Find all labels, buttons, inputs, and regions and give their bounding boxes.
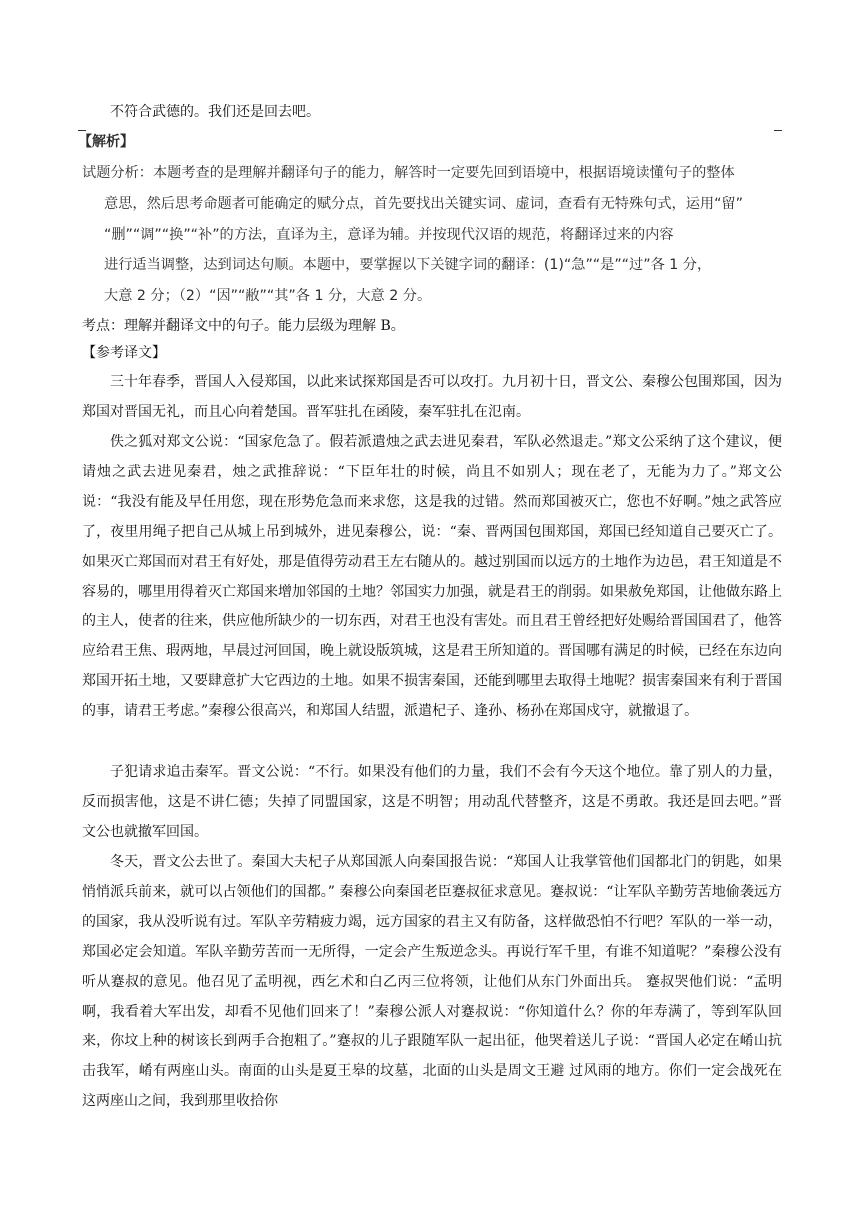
- analysis-line: 进行适当调整，达到词达句顺。本题中，要掌握以下关键字词的翻译：(1)“急”“是”“过”各 1 分，: [104, 257, 712, 274]
- analysis-box: [78, 130, 784, 308]
- analysis-heading: 【解析】: [78, 134, 134, 150]
- analysis-body: [82, 158, 782, 312]
- corner-mark-right: [774, 130, 782, 131]
- analysis-line: 意思，然后思考命题者可能确定的赋分点，首先要找出关键实词、虚词，查看有无特殊句式，运用“留”: [104, 195, 743, 212]
- reference-translation-heading: 【参考译文】: [82, 345, 166, 361]
- analysis-line: “删”“调”“换”“补”的方法，直译为主，意译为辅。并按现代汉语的规范，将翻译过来的内容: [104, 226, 674, 243]
- analysis-line: 试题分析：本题考查的是理解并翻译句子的能力，解答时一定要先回到语境中，根据语境读懂句子的整体: [82, 165, 735, 181]
- paragraph: 三十年春季，晋国人入侵郑国，以此来试探郑国是否可以攻打。九月初十日，晋文公、秦穆公包围郑国，因为郑国对晋国无礼，而且心向着楚国。晋军驻扎在函陵，秦军驻扎在氾南。: [82, 374, 782, 420]
- kaodian-line: 考点：理解并翻译文中的句子。能力层级为理解 B。: [82, 318, 405, 334]
- analysis-line: 大意 2 分；（2）“因”“敝”“其”各 1 分，大意 2 分。: [104, 288, 432, 305]
- top-line: 不符合武德的。我们还是回去吧。: [110, 104, 320, 120]
- paragraph: 佚之狐对郑文公说：“国家危急了。假若派遣烛之武去进见秦君，军队必然退走。”郑文公采纳了这个建议，便请烛之武去进见秦君，烛之武推辞说：“下臣年壮的时候，尚且不如别人；现在老了，无能为力了。”郑文公说：“我没有能及早任用您，现在形势危急而来求您，这是我的过错。然而郑国被灭亡，您也不好啊。”烛之武答应了，夜里用绳子把自己从城上吊到城外，进见秦穆公，说：“秦、晋两国包围郑国，郑国已经知道自己要灭亡了。如果灭亡郑国而对君王有好处，那是值得劳动君王左右随从的。越过别国而以远方的土地作为边邑，君王知道是不容易的，哪里用得着灭亡郑国来增加邻国的土地？邻国实力加强，就是君王的削弱。如果赦免郑国，让他做东路上的主人，使者的往来，供应他所缺少的一切东西，对君王也没有害处。而且君王曾经把好处赐给晋国国君了，他答应给君王焦、瑕两地，早晨过河回国，晚上就设版筑城，这是君王所知道的。晋国哪有满足的时候，已经在东边向郑国开拓土地，又要肆意扩大它西边的土地。如果不损害秦国，还能到哪里去取得土地呢？损害秦国来有利于晋国的事，请君王考虑。”秦穆公很高兴，和郑国人结盟，派遣杞子、逢孙、杨孙在郑国戍守，就撤退了。: [82, 434, 782, 720]
- corner-mark-left: [78, 130, 86, 131]
- paragraph: 子犯请求追击秦军。晋文公说：“不行。如果没有他们的力量，我们不会有今天这个地位。靠了别人的力量，反而损害他，这是不讲仁德；失掉了同盟国家，这是不明智；用动乱代替整齐，这是不勇敢。我还是回去吧。”晋文公也就撤军回国。: [82, 764, 782, 840]
- paragraph: 冬天，晋文公去世了。秦国大夫杞子从郑国派人向秦国报告说：“郑国人让我掌管他们国都北门的钥匙，如果悄悄派兵前来，就可以占领他们的国都。” 秦穆公向秦国老臣蹇叔征求意见。蹇叔说：“让军队辛勤劳苦地偷袭远方的国家，我从没听说有过。军队辛劳精疲力竭，远方国家的君主又有防备，这样做恐怕不行吧？军队的一举一动，郑国必定会知道。军队辛勤劳苦而一无所得，一定会产生叛逆念头。再说行军千里，有谁不知道呢？”秦穆公没有听从蹇叔的意见。他召见了孟明视，西乞术和白乙丙三位将领，让他们从东门外面出兵。 蹇叔哭他们说：“孟明啊，我看着大军出发，却看不见他们回来了！”秦穆公派人对蹇叔说：“你知道什么？你的年寿满了，等到军队回 来，你坟上种的树该长到两手合抱粗了。”蹇叔的儿子跟随军队一起出征，他哭着送儿子说：“晋国人必定在崤山抗击我军，崤有两座山头。南面的山头是夏王皋的坟墓，北面的山头是周文王避 过风雨的地方。你们一定会战死在这两座山之间，我到那里收拾你: [82, 854, 782, 1110]
